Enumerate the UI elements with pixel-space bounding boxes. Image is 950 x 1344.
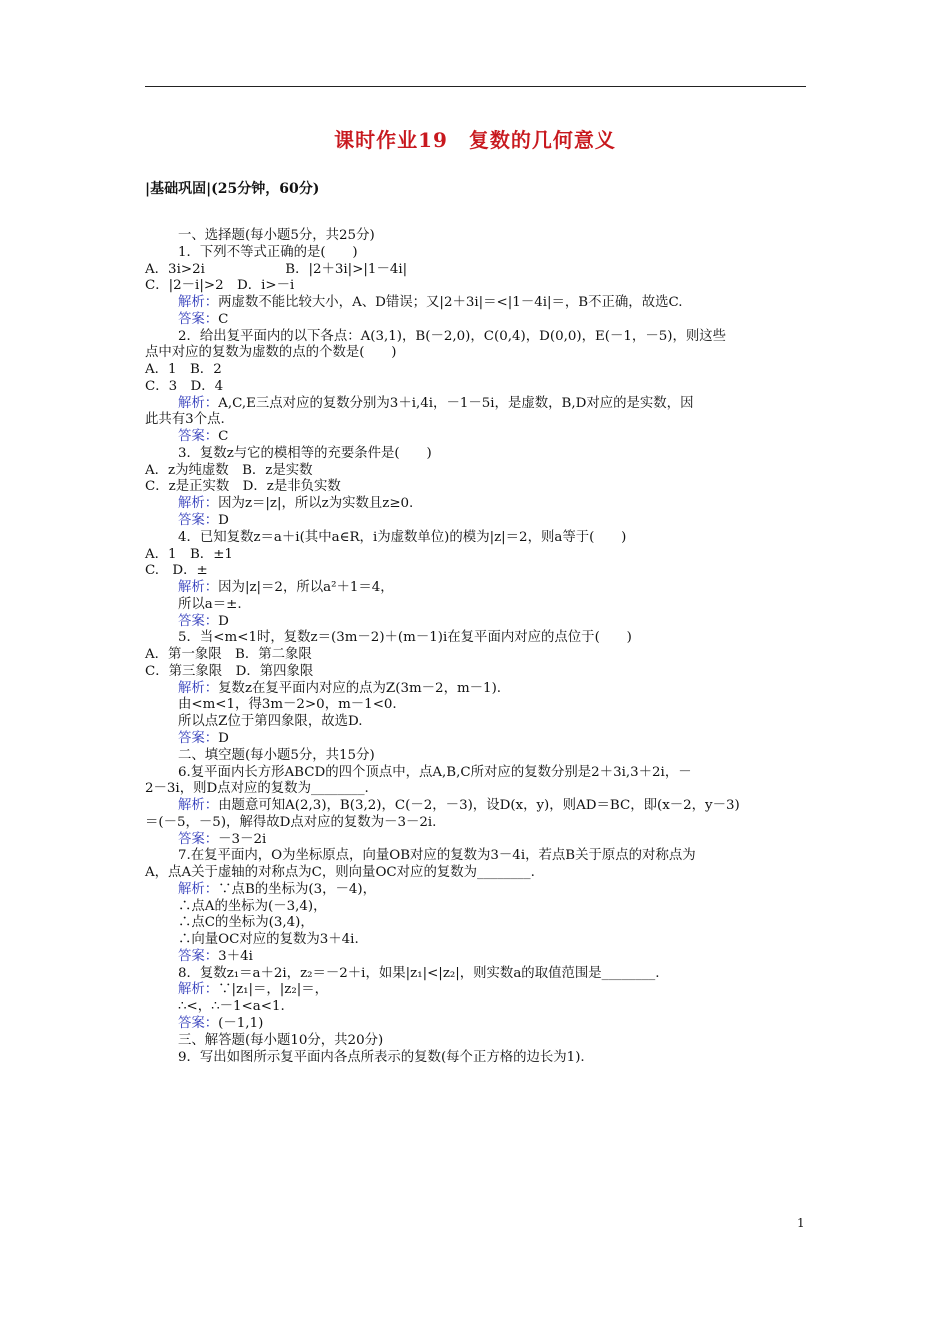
text-line	[145, 496, 810, 513]
text-line	[145, 563, 810, 580]
text-line	[145, 446, 810, 463]
text-line	[145, 697, 810, 714]
text-line	[145, 731, 810, 748]
line-text: C．3 D．4	[145, 378, 224, 394]
analysis-label: 解析：	[178, 982, 219, 998]
text-line	[145, 479, 810, 496]
text-line	[145, 245, 810, 262]
text-line	[145, 580, 810, 597]
line-text: A．z为纯虚数 B．z是实数	[145, 462, 313, 478]
line-text: 4．已知复数z＝a＋i(其中a∈R，i为虚数单位)的模为|z|＝2，则a等于( )	[178, 529, 627, 545]
line-text: C	[218, 429, 229, 445]
text-line	[145, 513, 810, 530]
line-text: 二、填空题(每小题5分，共15分)	[178, 747, 375, 763]
line-text: D	[218, 513, 229, 529]
text-line	[145, 832, 810, 849]
line-text: C．第三象限 D．第四象限	[145, 663, 314, 679]
text-line	[145, 530, 810, 547]
answer-label: 答案：	[178, 613, 219, 629]
text-line	[145, 228, 810, 245]
text-line	[145, 647, 810, 664]
text-line	[145, 999, 810, 1016]
line-text: A．1 B．±1	[145, 546, 233, 562]
line-text: 6.复平面内长方形ABCD的四个顶点中，点A,B,C所对应的复数分别是2＋3i,3＋2i，－	[178, 764, 692, 780]
text-line	[145, 262, 810, 279]
line-text: C	[218, 311, 229, 327]
text-line	[145, 614, 810, 631]
answer-label: 答案：	[178, 513, 219, 529]
line-text: (－1,1)	[218, 1015, 264, 1031]
text-line	[145, 362, 810, 379]
line-text: 所以点Z位于第四象限，故选D.	[178, 714, 363, 730]
line-text: －3－2i	[218, 831, 267, 847]
line-text: C. D．±	[145, 563, 208, 579]
line-text: ∴点A的坐标为(－3,4)，	[178, 898, 327, 914]
text-line	[145, 329, 810, 346]
line-text: D	[218, 613, 229, 629]
answer-label: 答案：	[178, 948, 219, 964]
line-text: 9．写出如图所示复平面内各点所表示的复数(每个正方格的边长为1).	[178, 1049, 585, 1065]
line-text: ∴点C的坐标为(3,4)，	[178, 915, 314, 931]
text-line	[145, 429, 810, 446]
text-line	[145, 463, 810, 480]
line-text: 由<m<1，得3m－2>0，m－1<0.	[178, 697, 397, 713]
line-text: 点中对应的复数为虚数的点的个数是( )	[145, 345, 397, 361]
text-line	[145, 714, 810, 731]
text-line	[145, 547, 810, 564]
text-line	[145, 932, 810, 949]
line-text: 三、解答题(每小题10分，共20分)	[178, 1032, 384, 1048]
text-line	[145, 278, 810, 295]
line-text: ∴向量OC对应的复数为3＋4i.	[178, 932, 359, 948]
line-text: 因为z＝|z|，所以z为实数且z≥0.	[218, 496, 414, 512]
text-line	[145, 899, 810, 916]
line-text: 由题意可知A(2,3)，B(3,2)，C(－2，－3)，设D(x，y)，则AD＝BC，即(x－2，y－3)	[218, 798, 740, 814]
text-line	[145, 966, 810, 983]
analysis-label: 解析：	[178, 680, 219, 696]
text-line	[145, 396, 810, 413]
line-text: A,C,E三点对应的复数分别为3＋i,4i，－1－5i，是虚数，B,D对应的是实数，因	[218, 395, 694, 411]
section-heading: |基础巩固|(25分钟，60分)	[145, 181, 320, 197]
analysis-label: 解析：	[178, 395, 219, 411]
text-line	[145, 781, 810, 798]
line-text: ∴<，∴－1<a<1.	[178, 999, 285, 1015]
line-text: 2－3i，则D点对应的复数为________.	[145, 781, 369, 797]
line-text: D	[218, 730, 229, 746]
line-text: C．|2－i|>2 D．i>－i	[145, 278, 295, 294]
answer-label: 答案：	[178, 831, 219, 847]
page-title: 课时作业19 复数的几何意义	[334, 128, 616, 152]
line-text: A，点A关于虚轴的对称点为C，则向量OC对应的复数为________.	[145, 865, 535, 881]
text-line	[145, 949, 810, 966]
analysis-label: 解析：	[178, 295, 219, 311]
answer-label: 答案：	[178, 429, 219, 445]
text-line	[145, 798, 810, 815]
text-line	[145, 765, 810, 782]
answer-label: 答案：	[178, 311, 219, 327]
header-rule	[145, 86, 806, 87]
text-line	[145, 312, 810, 329]
line-text: 8．复数z₁＝a＋2i，z₂＝－2＋i，如果|z₁|<|z₂|，则实数a的取值范围是________.	[178, 965, 660, 981]
line-text: A．第一象限 B．第二象限	[145, 647, 312, 663]
line-text: 两虚数不能比较大小，A、D错误；又|2＋3i|＝<|1－4i|＝，B不正确，故选C.	[218, 295, 683, 311]
text-line	[145, 630, 810, 647]
text-line	[145, 345, 810, 362]
line-text: ＝(－5，－5)，解得故D点对应的复数为－3－2i.	[145, 814, 437, 830]
text-line	[145, 664, 810, 681]
text-line	[145, 865, 810, 882]
line-text: 1．下列不等式正确的是( )	[178, 244, 358, 260]
line-text: C．z是正实数 D．z是非负实数	[145, 479, 341, 495]
line-text: 3．复数z与它的模相等的充要条件是( )	[178, 445, 432, 461]
line-text: 3＋4i	[218, 948, 253, 964]
line-text: 5．当<m<1时，复数z＝(3m－2)＋(m－1)i在复平面内对应的点位于( )	[178, 630, 632, 646]
line-text: ∵|z₁|＝，|z₂|＝，	[218, 982, 329, 998]
text-line	[145, 848, 810, 865]
analysis-label: 解析：	[178, 881, 219, 897]
exercise-body	[145, 228, 810, 1066]
line-text: 此共有3个点.	[145, 412, 225, 428]
line-text: 复数z在复平面内对应的点为Z(3m－2，m－1).	[218, 680, 502, 696]
text-line	[145, 379, 810, 396]
text-line	[145, 412, 810, 429]
line-text: 所以a＝±.	[178, 596, 242, 612]
line-text: A．3i>2i B．|2＋3i|>|1－4i|	[145, 261, 408, 277]
text-line	[145, 1033, 810, 1050]
text-line	[145, 815, 810, 832]
text-line	[145, 1016, 810, 1033]
answer-label: 答案：	[178, 1015, 219, 1031]
line-text: 7.在复平面内，O为坐标原点，向量OB对应的复数为3－4i，若点B关于原点的对称点为	[178, 848, 696, 864]
text-line	[145, 915, 810, 932]
text-line	[145, 748, 810, 765]
analysis-label: 解析：	[178, 798, 219, 814]
text-line	[145, 681, 810, 698]
line-text: 一、选择题(每小题5分，共25分)	[178, 228, 375, 243]
line-text: 因为|z|＝2，所以a²＋1＝4，	[218, 580, 394, 596]
answer-label: 答案：	[178, 730, 219, 746]
line-text: A．1 B．2	[145, 362, 222, 378]
analysis-label: 解析：	[178, 580, 219, 596]
analysis-label: 解析：	[178, 496, 219, 512]
text-line	[145, 1050, 810, 1067]
text-line	[145, 982, 810, 999]
text-line	[145, 295, 810, 312]
text-line	[145, 882, 810, 899]
page-number: 1	[797, 1216, 805, 1230]
line-text: ∵点B的坐标为(3，－4)，	[218, 881, 377, 897]
line-text: 2．给出复平面内的以下各点：A(3,1)，B(－2,0)，C(0,4)，D(0,0)，E(－1，－5)，则这些	[178, 328, 727, 344]
text-line	[145, 597, 810, 614]
